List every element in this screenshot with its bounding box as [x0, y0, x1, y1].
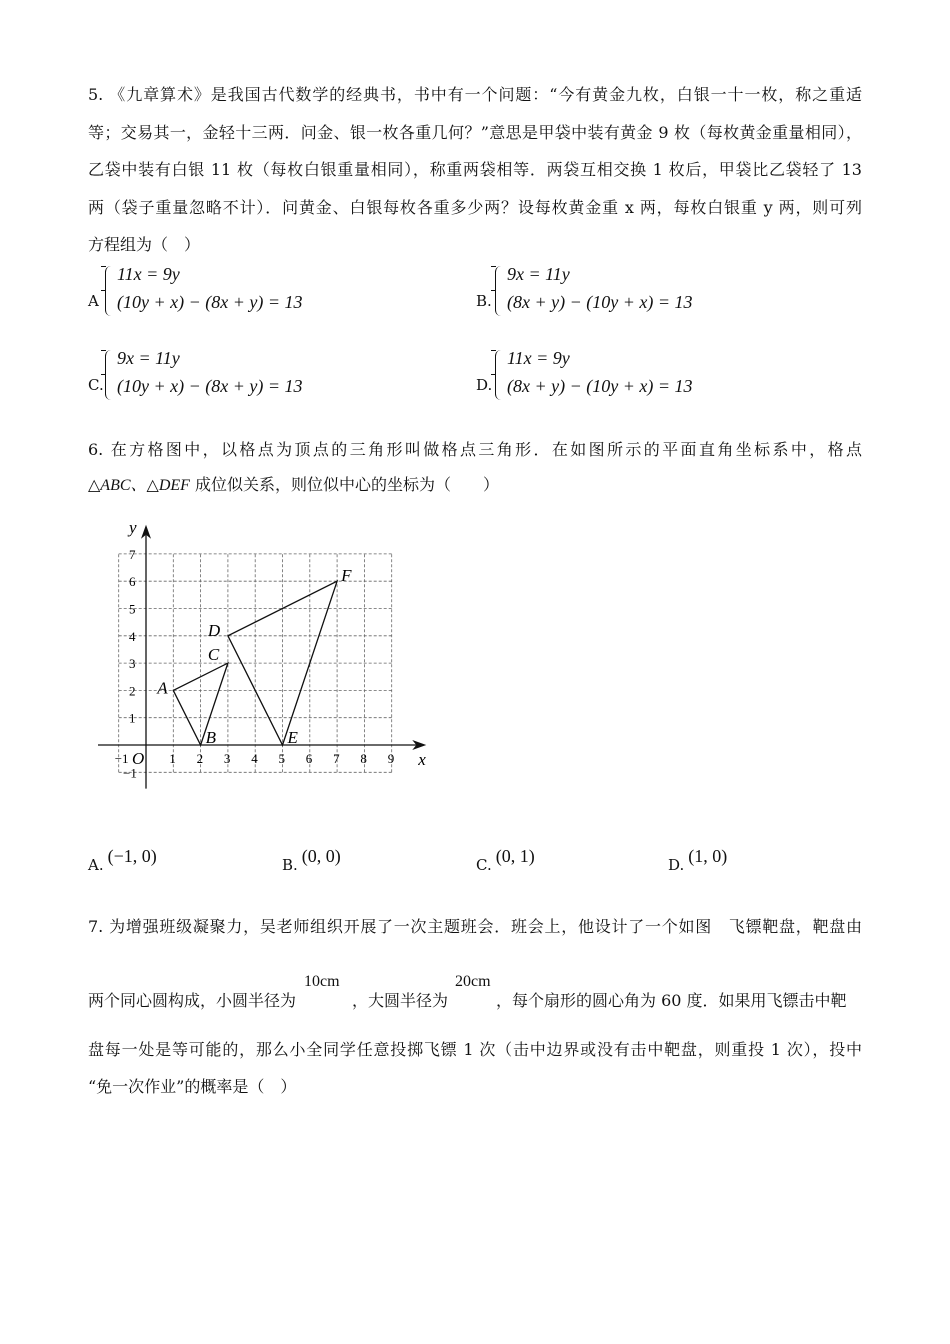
y-tick-label: 6	[129, 574, 136, 590]
q6-option-c[interactable]	[476, 846, 535, 875]
x-tick-label: 7	[333, 751, 340, 766]
point-label-c: C	[207, 645, 220, 665]
q7-line-3: 盘每一处是等可能的，那么小全同学任意投掷飞镖 1 次（击中边界或没有击中靶盘，则重投 1 次），投中	[88, 1040, 862, 1059]
q5-option-a-letter[interactable]: A	[88, 292, 99, 310]
origin-label: O	[132, 749, 145, 768]
x-tick-label: −1	[114, 751, 129, 766]
q6-option-b-value: (0, 0)	[301, 846, 341, 866]
q5-option-b-letter[interactable]: B.	[476, 292, 492, 310]
q5-option-a-eq1: 11x = 9y	[117, 264, 180, 284]
q6-option-b-letter: B.	[282, 856, 298, 874]
y-tick-label: −1	[123, 765, 137, 781]
point-label-a: A	[157, 678, 168, 698]
q5-line-4: 两（袋子重量忽略不计）．问黄金、白银每枚各重多少两？设每枚黄金重 x 两，每枚白银重 y 两，则可列	[88, 198, 862, 217]
q6-option-c-letter: C.	[476, 856, 492, 874]
q5-option-d-eq1: 11x = 9y	[507, 348, 570, 368]
q6-triangle-names: △ABC、△DEF	[88, 477, 190, 494]
q6-option-c-value: (0, 1)	[495, 846, 535, 866]
q6-line-2-text: 成位似关系，则位似中心的坐标为（ ）	[189, 475, 500, 494]
q5-option-a-eq2: (10y + x) − (8x + y) = 13	[117, 292, 303, 312]
y-tick-label: 2	[129, 683, 136, 699]
q7-line-2-b: ，大圆半径为	[352, 991, 449, 1010]
q5-line-1: 5. 《九章算术》是我国古代数学的经典书，书中有一个问题：“今有黄金九枚，白银一十一枚，称之重适	[88, 85, 862, 104]
q7-large-radius: 20cm	[455, 973, 491, 990]
q5-line-2: 等；交易其一，金轻十三两．问金、银一枚各重几何？”意思是甲袋中装有黄金 9 枚（每枚黄金重量相同），	[88, 123, 862, 142]
point-label-e: E	[287, 728, 298, 747]
x-tick-label: 4	[251, 751, 258, 766]
point-label-f: F	[341, 566, 352, 586]
q6-option-a[interactable]	[88, 846, 157, 875]
coordinate-graph	[90, 518, 430, 803]
q5-line-3: 乙袋中装有白银 11 枚（每枚白银重量相同），称重两袋相等．两袋互相交换 1 枚后，甲袋比乙袋轻了 13	[88, 160, 862, 179]
q6-line-2	[88, 472, 499, 495]
q6-option-a-value: (−1, 0)	[107, 846, 157, 866]
q6-option-d[interactable]	[668, 846, 728, 875]
q5-option-b-eq2: (8x + y) − (10y + x) = 13	[507, 292, 693, 312]
brace-icon	[105, 350, 114, 400]
q5-option-d-letter[interactable]: D.	[476, 376, 493, 394]
brace-icon	[105, 266, 114, 316]
q5-option-b-eq1: 9x = 11y	[507, 264, 570, 284]
x-tick-label: 8	[360, 751, 367, 766]
x-tick-label: 1	[169, 751, 176, 766]
y-tick-label: 4	[129, 628, 136, 644]
x-tick-label: 6	[305, 751, 313, 766]
q6-option-a-letter: A.	[88, 856, 104, 874]
point-label-b: B	[205, 728, 216, 747]
y-tick-label: 7	[129, 546, 136, 562]
brace-icon	[495, 266, 504, 316]
brace-icon	[495, 350, 504, 400]
y-tick-label: 5	[129, 601, 136, 617]
q5-option-d-eq2: (8x + y) − (10y + x) = 13	[507, 376, 693, 396]
q7-line-4: “免一次作业”的概率是（ ）	[88, 1077, 297, 1096]
x-tick-label: 3	[223, 751, 231, 766]
q6-line-1: 6. 在方格图中，以格点为顶点的三角形叫做格点三角形．在如图所示的平面直角坐标系中，格点	[88, 440, 862, 459]
q7-line-2-a: 两个同心圆构成，小圆半径为	[88, 991, 297, 1010]
x-tick-label: 2	[196, 751, 204, 766]
point-label-d: D	[207, 620, 221, 640]
q6-option-d-letter: D.	[668, 856, 685, 874]
x-axis-label: x	[418, 750, 426, 769]
y-tick-label: 1	[129, 710, 136, 726]
q5-option-c-letter[interactable]: C.	[88, 376, 104, 394]
x-tick-label: 9	[387, 751, 395, 766]
q7-small-radius: 10cm	[304, 973, 340, 990]
q5-option-c-eq2: (10y + x) − (8x + y) = 13	[117, 376, 303, 396]
q5-option-c-eq1: 9x = 11y	[117, 348, 180, 368]
y-tick-label: 3	[129, 656, 136, 672]
q7-line-2-c: ，每个扇形的圆心角为 60 度．如果用飞镖击中靶	[496, 991, 847, 1010]
y-axis-label: y	[129, 518, 137, 537]
q5-line-5: 方程组为（ ）	[88, 235, 201, 254]
x-tick-label: 5	[278, 751, 285, 766]
q7-line-1: 7. 为增强班级凝聚力，吴老师组织开展了一次主题班会．班会上，他设计了一个如图 飞镖靶盘，靶盘由	[88, 917, 862, 936]
q6-option-d-value: (1, 0)	[688, 846, 728, 866]
q6-option-b[interactable]	[282, 846, 341, 875]
